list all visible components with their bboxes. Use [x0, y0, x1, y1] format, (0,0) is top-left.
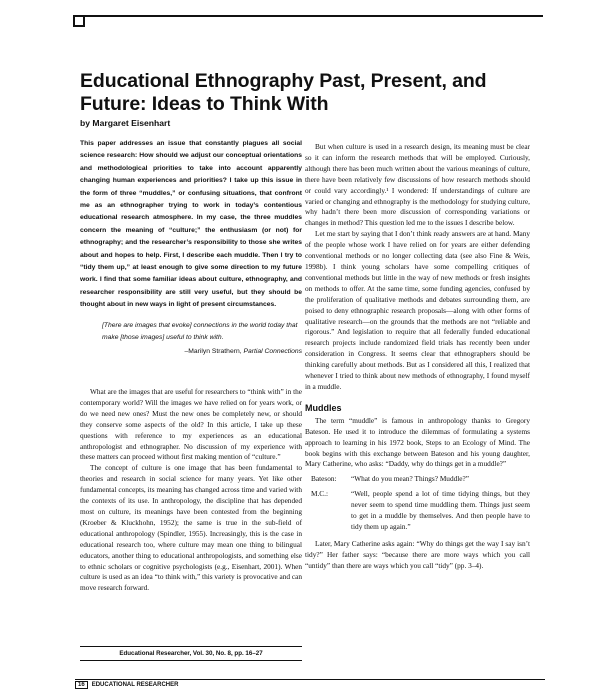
right-column [305, 142, 530, 572]
muddles-intro: The term “muddle” is famous in anthropology thanks to Gregory Bateson. He used it to introduce the dilemmas of formulating a systems approach to learning in his 1972 book, Steps to an Ecology of Mind. The book begins with this exchange between Bateson and his young daughter, Mary Catherine, who asks: “Daddy, why do things get in a muddle?” [305, 415, 530, 469]
epigraph-quote: [There are images that evoke] connections in the world today that make [those images] useful to think with. [102, 321, 298, 341]
abstract [80, 138, 302, 312]
abstract-text: This paper addresses an issue that constantly plagues all social science research: How should we adjust our conceptual orientations and methodological priorities to take into account apparently changing human experiences and priorities? I take up this issue in the form of three “muddles,” or confusing situations, that confront me as an ethnographer trying to work in today’s contentious educational research atmosphere. In my case, the three muddles concern the meaning of “culture;” the enthusiasm (or not) for ethnography; and the researcher’s responsibility to those she writes about and hopes to help. First, I describe each muddle. Then I try to “tidy them up,” at least enough to give some direction to my future work. I find that some familiar ideas about culture, ethnography, and researcher responsibility are still very useful, but they should be thought about in new ways in light of present circumstances. [80, 140, 302, 309]
article-title: Educational Ethnography Past, Present, and Future: Ideas to Think With [80, 70, 487, 115]
dialogue-line-1 [305, 474, 530, 485]
right-paragraph-1: But when culture is used in a research design, its meaning must be clear so it can inform the research methods that will be employed. Curiously, although there has been much written about the various meanings of culture, there have been relatively few discussions of how research methods should or could vary accordingly.¹ I wondered: If understandings of culture are varied or changing and ethnography is the methodology for studying culture, why hadn’t there been more discussion of corresponding variations or changes in method? This question led me to the issues I describe below. [305, 142, 530, 228]
muddles-heading: Muddles [305, 402, 342, 413]
dialogue-line-2 [305, 489, 530, 533]
dialogue-speaker: M.C.: [311, 489, 329, 499]
right-paragraph-2: Let me start by saying that I don’t think ready answers are at hand. Many of the people whose work I have relied on for years are either defending conventional methods or no longer collecting data (see also Fine & Weis, 1998b). I think young scholars have some compelling critiques of conventional methods but little in the way of new methods or fresh insights on methods to offer. At the same time, some funding agencies, confused by the proliferation of qualitative methods and debates surrounding them, are poised to deny ethnographic research proposals—along with other forms of qualitative research—on the grounds that the methods are not “reliable and rigorous.” And legislation to require that all federally funded educational research projects include randomized field trials has recently been under consideration in Congress. It seems clear that ethnographers should be thinking carefully about methods. But as I considered all this, I realized that whenever I tried to think about new methods of ethnography, I found myself in a muddle. [305, 229, 530, 391]
left-paragraph-1: What are the images that are useful for researchers to “think with” in the contemporary world? Will the images we have relied on for years work, or do we need new ones? Must the new ones be completely new, or should they conserve some aspects of the old? In this article, I take up these questions with reference to my experiences as an educational anthropologist and ethnographer. No discussion of my experience with these matters can proceed without first making mention of “culture.” [80, 387, 302, 462]
epigraph-attribution [80, 348, 302, 355]
left-paragraph-2: The concept of culture is one image that has been fundamental to theories and research in social science for many years. Yet like other fundamental concepts, its meaning has changed across time and varied with the contexts of its use. In anthropology, the discipline that has depended most on culture, its meanings have been contested from the beginning (Kroeber & Kluckhohn, 1952); the same is true in the sub-field of educational anthropology (Spindler, 1955). Increasingly, this is the case in educational research too, where culture may mean one thing to bilingual educators, another thing to educational anthropologists, and something else to ethnic scholars or cognitive psychologists (e.g., Eisenhart, 2001). When culture is used as an idea “to think with,” this variety is provocative and can move research forward. [80, 463, 302, 593]
citation-box: Educational Researcher, Vol. 30, No. 8, pp. 16–27 [80, 646, 302, 661]
journal-name: EDUCATIONAL RESEARCHER [91, 682, 179, 688]
left-body-text [80, 387, 302, 594]
epigraph-source: Partial Connections [243, 347, 302, 355]
top-rule [73, 15, 543, 17]
dialogue-speaker: Bateson: [311, 474, 337, 484]
page-footer [75, 680, 178, 690]
dialogue-text: “What do you mean? Things? Muddle?” [351, 474, 469, 484]
left-column [80, 138, 302, 355]
muddles-closing: Later, Mary Catherine asks again: “Why do things get the way I say isn’t tidy?” Her father says: “because there are more ways which you call “untidy” than there are ways which you call “tidy” (pp. 3–4). [305, 538, 530, 570]
article-byline: by Margaret Eisenhart [80, 118, 171, 128]
page-number: 16 [75, 681, 88, 689]
dialogue-text: “Well, people spend a lot of time tidying things, but they never seem to spend time muddling them. Things just seem to get in a muddle by themselves. And then people have to tidy them up again.” [351, 489, 530, 531]
epigraph-author: –Marilyn Strathern, [184, 347, 244, 355]
